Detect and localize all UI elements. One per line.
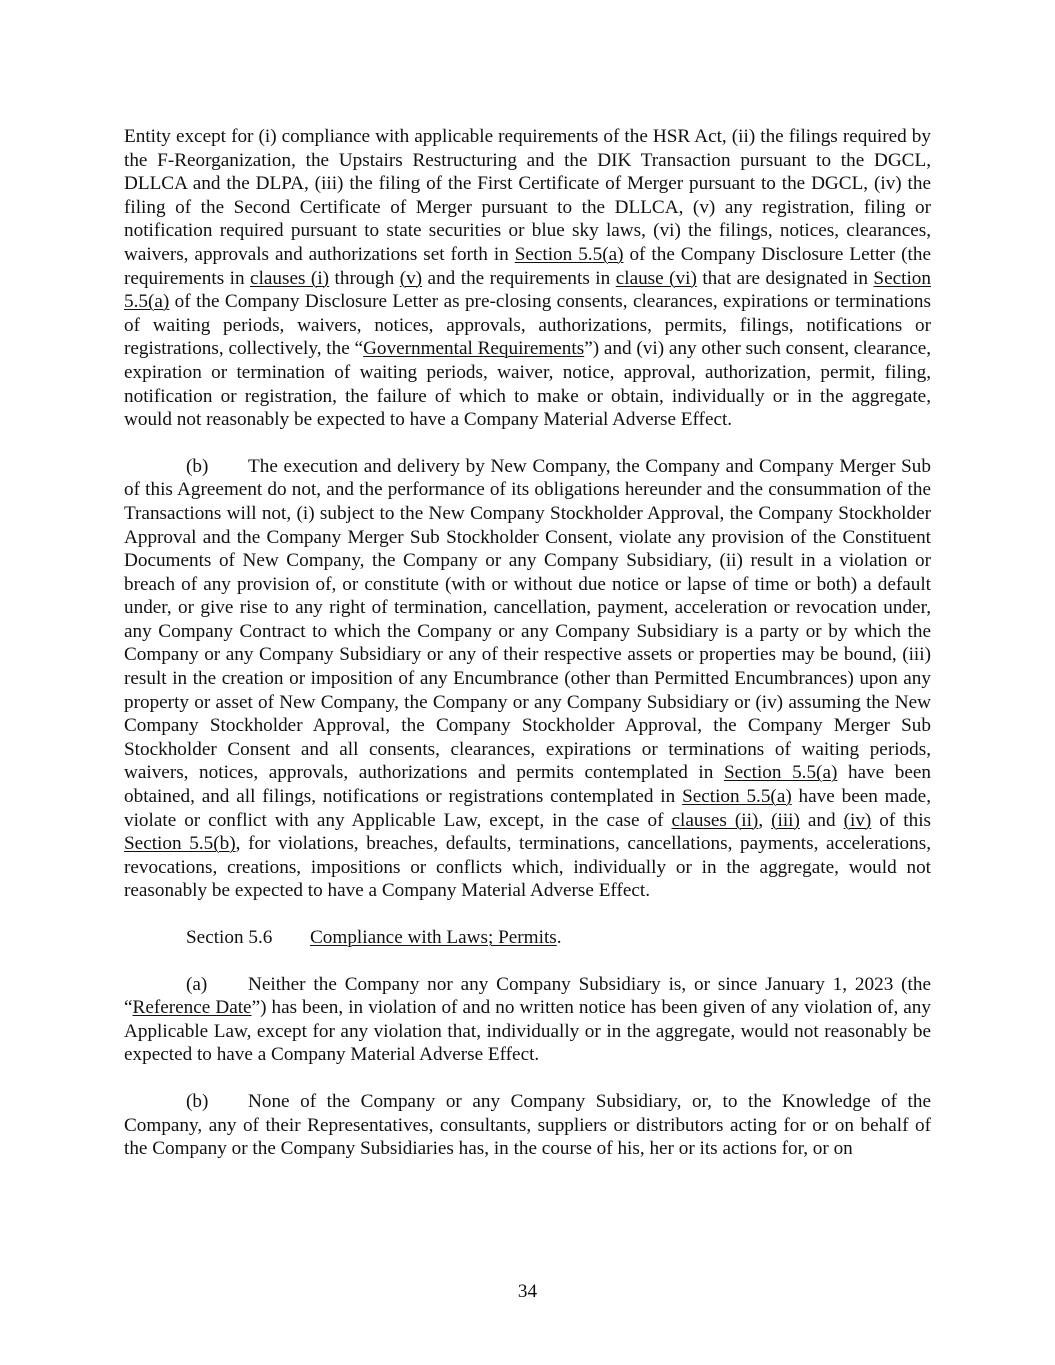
section-heading (124, 926, 931, 950)
text: of the Company Disclosure Letter (the requirements in (124, 243, 931, 289)
section-title-period: . (556, 927, 562, 948)
paragraph-5-5-b (124, 455, 931, 903)
clause-reference: clauses (ii) (671, 809, 759, 831)
text: Neither the Company nor any Company Subsidiary is, or since January 1, 2023 (the “ (124, 973, 931, 1019)
text: , for violations, breaches, defaults, terminations, cancellations, payments, accelerations, revocations, creations, impositions or conflicts which, individually or in the aggregate, would not reasonably be expected to have a Company Material Adverse Effect. (124, 833, 931, 902)
defined-term: Reference Date (132, 997, 252, 1019)
text: , (758, 809, 772, 831)
text: that are designated in (696, 267, 874, 289)
paragraph-label: (b) (186, 455, 209, 477)
text: and (799, 809, 844, 831)
clause-reference: clause (vi) (615, 267, 697, 289)
text: through (329, 267, 400, 289)
text: have been made, violate or conflict with any Applicable Law, except, in the case of (124, 786, 931, 831)
text: Entity except for (i) compliance with applicable requirements of the HSR Act, (ii) the filings required by the F-Reorganization, the Upstairs Restructuring and the DIK Transaction pursuant to the DGCL, DLLCA and the DLPA, (iii) the filing of the First Certificate of Merger pursuant to the DGCL, (iv) the filing of the Second Certificate of Merger pursuant to the DLLCA, (v) any registration, filing or notification required pursuant to state securities or blue sky laws, (vi) the filings, notices, clearances, waivers, approvals and authorizations set forth in (124, 126, 931, 265)
section-reference: Section 5.5(b) (124, 833, 236, 855)
section-reference: Section 5.5(a) (723, 762, 838, 784)
section-number: Section 5.6 (186, 927, 273, 948)
text: None of the Company or any Company Subsidiary, or, to the Knowledge of the Company, any of their Representatives, consultants, suppliers or distributors acting for or on behalf of the Company or the Company Subsidiaries has, in the course of his, her or its actions for, or on (124, 1090, 931, 1160)
clause-reference: (iv) (843, 809, 872, 831)
paragraph-5-6-b (124, 1090, 931, 1161)
text: of this (871, 809, 931, 831)
section-title: Compliance with Laws; Permits (310, 927, 557, 948)
section-reference: Section 5.5(a) (682, 786, 792, 808)
section-reference: Section 5.5(a) (124, 267, 931, 313)
section-reference: Section 5.5(a) (514, 243, 624, 265)
text: of the Company Disclosure Letter as pre-closing consents, clearances, expirations or terminations of waiting periods, waivers, notices, approvals, authorizations, permits, filings, notifications or registrations, collectively, the “ (124, 291, 931, 360)
clause-reference: clauses (i) (250, 267, 330, 289)
paragraph-5-6-a (124, 973, 931, 1067)
document-page (124, 125, 931, 1184)
paragraph-label: (b) (186, 1090, 209, 1112)
text: and the requirements in (422, 267, 616, 289)
text: ”) and (vi) any other such consent, clearance, expiration or termination of waiting periods, waiver, notice, approval, authorization, permit, filing, notification or registration, the failure of which to make or obtain, individually or in the aggregate, would not reasonably be expected to have a Company Material Adverse Effect. (124, 338, 932, 431)
text: have been obtained, and all filings, notifications or registrations contemplated in (124, 762, 931, 808)
paragraph-label: (a) (186, 973, 208, 995)
defined-term: Governmental Requirements (363, 338, 585, 360)
page-number: 34 (517, 1281, 538, 1302)
paragraph-governmental-requirements (124, 125, 931, 432)
text: ”) has been, in violation of and no written notice has been given of any violation of, any Applicable Law, except for any violation that, individually or in the aggregate, would not reasonably be expected to have a Company Material Adverse Effect. (124, 997, 931, 1066)
clause-reference: (iii) (771, 809, 800, 831)
text: The execution and delivery by New Company, the Company and Company Merger Sub of this Agreement do not, and the performance of its obligations hereunder and the consummation of the Transactions will not, (i) subject to the New Company Stockholder Approval, the Company Stockholder Approval and the Company Merger Sub Stockholder Consent, violate any provision of the Constituent Documents of New Company, the Company or any Company Subsidiary, (ii) result in a violation or breach of any provision of, or constitute (with or without due notice or lapse of time or both) a default under, or give rise to any right of termination, cancellation, payment, acceleration or revocation under, any Company Contract to which the Company or any Company Subsidiary is a party or by which the Company or any Company Subsidiary or any of their respective assets or properties may be bound, (iii) result in the creation or imposition of any Encumbrance (other than Permitted Encumbrances) upon any property or asset of New Company, the Company or any Company Subsidiary or (iv) assuming the New Company Stockholder Approval, the Company Stockholder Approval, the Company Merger Sub Stockholder Consent and all consents, clearances, expirations or terminations of waiting periods, waivers, notices, approvals, authorizations and permits contemplated in (124, 455, 931, 784)
clause-reference: (v) (399, 267, 423, 289)
